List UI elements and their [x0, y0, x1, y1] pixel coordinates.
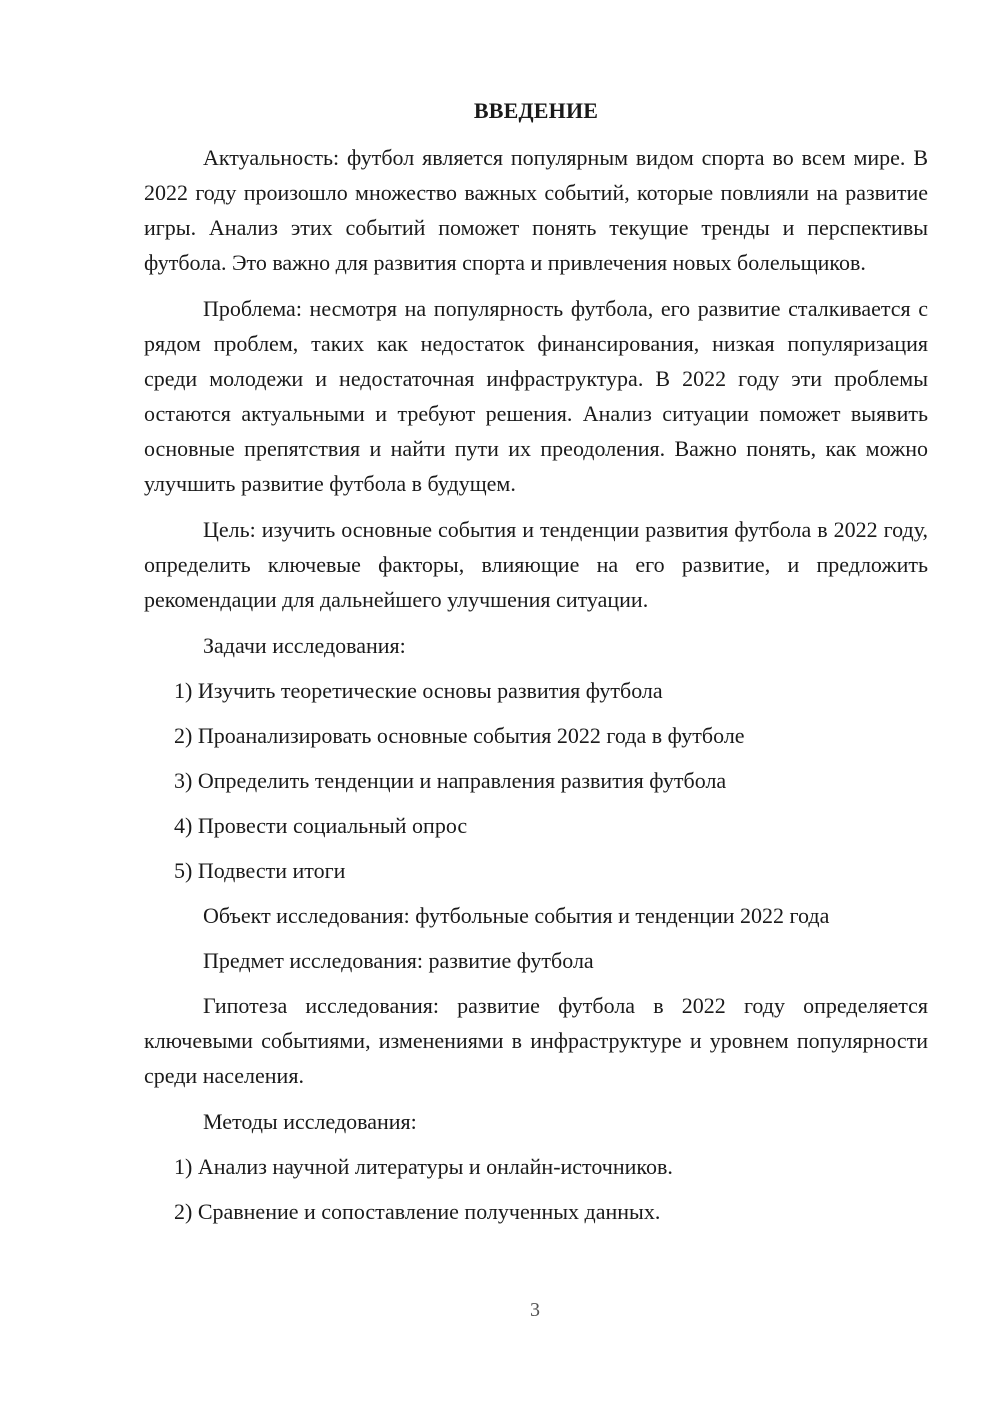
- section-heading: ВВЕДЕНИЕ: [473, 98, 599, 123]
- hypothesis-paragraph: Гипотеза исследования: развитие футбола в 2022 году определяется ключевыми событиями, изменениями в инфраструктуре и уровнем популярности среди населения.: [144, 993, 928, 1088]
- task-item-4: 4) Провести социальный опрос: [174, 813, 468, 838]
- task-item-5: 5) Подвести итоги: [174, 858, 346, 883]
- tasks-title: Задачи исследования:: [203, 633, 406, 658]
- relevance-paragraph: Актуальность: футбол является популярным видом спорта во всем мире. В 2022 году произошло множество важных событий, которые повлияли на развитие игры. Анализ этих событий поможет понять текущие тренды и перспективы футбола. Это важно для развития спорта и привлечения новых болельщиков.: [144, 145, 928, 275]
- problem-paragraph: Проблема: несмотря на популярность футбола, его развитие сталкивается с рядом проблем, таких как недостаток финансирования, низкая популяризация среди молодежи и недостаточная инфраструктура. В 2022 году эти проблемы остаются актуальными и требуют решения. Анализ ситуации поможет выявить основные препятствия и найти пути их преодоления. Важно понять, как можно улучшить развитие футбола в будущем.: [144, 296, 928, 496]
- goal-paragraph: Цель: изучить основные события и тенденции развития футбола в 2022 году, определить ключевые факторы, влияющие на его развитие, и предложить рекомендации для дальнейшего улучшения ситуации.: [144, 517, 928, 612]
- document-body: [144, 94, 928, 1239]
- research-object: Объект исследования: футбольные события и тенденции 2022 года: [203, 903, 830, 928]
- method-item-1: 1) Анализ научной литературы и онлайн-источников.: [174, 1154, 673, 1179]
- task-item-3: 3) Определить тенденции и направления развития футбола: [174, 768, 727, 793]
- page-number: 3: [530, 1299, 540, 1321]
- task-item-1: 1) Изучить теоретические основы развития футбола: [174, 678, 663, 703]
- task-item-2: 2) Проанализировать основные события 2022 года в футболе: [174, 723, 745, 748]
- research-subject: Предмет исследования: развитие футбола: [203, 948, 594, 973]
- method-item-2: 2) Сравнение и сопоставление полученных данных.: [174, 1199, 661, 1224]
- methods-title: Методы исследования:: [203, 1109, 417, 1134]
